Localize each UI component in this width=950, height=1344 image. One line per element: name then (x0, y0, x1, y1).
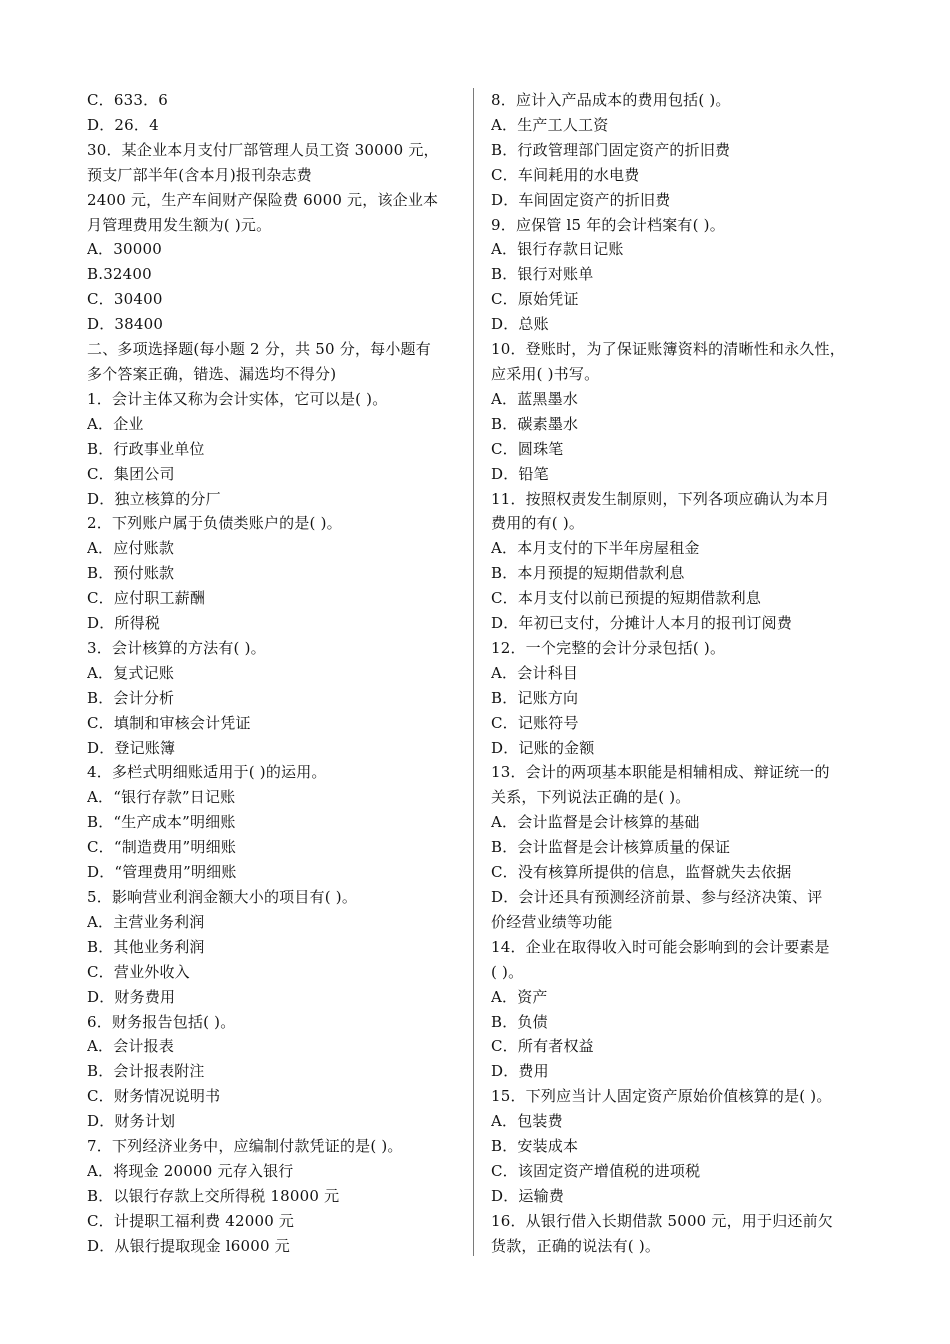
text-line: D．26．4 (87, 115, 159, 134)
right-text-column (491, 88, 875, 1259)
text-line: B.32400 (87, 265, 152, 284)
text-line: C．“制造费用”明细账 (87, 838, 237, 857)
text-line: D．车间固定资产的折旧费 (491, 190, 671, 209)
text-line: D．年初已支付，分摊计人本月的报刊订阅费 (491, 614, 793, 633)
text-line: 5．影响营业利润金额大小的项目有( )。 (87, 888, 358, 906)
text-line: D．费用 (491, 1062, 549, 1081)
text-line: D．铅笔 (491, 464, 549, 483)
text-line: C．记账符号 (491, 713, 579, 732)
text-line: C．633．6 (87, 91, 169, 109)
text-line: 15．下列应当计人固定资产原始价值核算的是( )。 (491, 1087, 832, 1106)
text-line: 多个答案正确，错选、漏选均不得分) (87, 364, 337, 383)
text-line: D．财务计划 (87, 1112, 176, 1131)
text-line: 预支厂部半年(含本月)报刊杂志费 (87, 165, 312, 184)
text-line: 2．下列账户属于负债类账户的是( )。 (87, 514, 342, 533)
text-line: A．会计报表 (87, 1037, 175, 1056)
text-line: C．30400 (87, 290, 163, 309)
text-line: D．运输费 (491, 1186, 565, 1205)
text-line: A．应付账款 (87, 539, 175, 558)
text-line: 16．从银行借入长期借款 5000 元，用于归还前欠 (491, 1211, 833, 1230)
text-line: A．30000 (87, 240, 162, 259)
text-line: C．计提职工福利费 42000 元 (87, 1211, 295, 1230)
text-line: A．会计监督是会计核算的基础 (491, 813, 700, 832)
text-line: A．复式记账 (87, 663, 175, 682)
text-line: D．38400 (87, 315, 164, 334)
text-line: 应采用( )书写。 (491, 364, 600, 383)
text-line: D．独立核算的分厂 (87, 489, 221, 508)
text-line: A．本月支付的下半年房屋租金 (491, 539, 700, 558)
text-line: 4．多栏式明细账适用于( )的运用。 (87, 763, 327, 782)
text-line: A．将现金 20000 元存入银行 (87, 1161, 294, 1180)
text-line: C．车间耗用的水电费 (491, 165, 640, 184)
text-line: 11．按照权责发生制原则，下列各项应确认为本月 (491, 489, 830, 508)
text-line: C．圆珠笔 (491, 439, 564, 458)
text-line: C．填制和审核会计凭证 (87, 713, 251, 732)
text-line: C．集团公司 (87, 464, 175, 483)
text-line: A．包装费 (491, 1112, 563, 1131)
text-line: D．登记账簿 (87, 738, 176, 757)
text-line: B．以银行存款上交所得税 18000 元 (87, 1186, 340, 1205)
text-line: 7．下列经济业务中，应编制付款凭证的是( )。 (87, 1137, 403, 1156)
text-line: B．“生产成本”明细账 (87, 813, 236, 832)
text-line: B．银行对账单 (491, 265, 594, 284)
text-line: 1．会计主体又称为会计实体，它可以是( )。 (87, 389, 388, 408)
text-line: 13．会计的两项基本职能是相辅相成、辩证统一的 (491, 763, 830, 782)
text-line: A．“银行存款”日记账 (87, 788, 236, 807)
left-text-column (87, 88, 459, 1259)
text-line: B．预付账款 (87, 564, 175, 583)
text-line: B．碳素墨水 (491, 414, 579, 433)
text-line: B．会计报表附注 (87, 1062, 205, 1081)
text-line: D．总账 (491, 315, 549, 334)
text-line: C．本月支付以前已预提的短期借款利息 (491, 589, 762, 608)
text-line: 12．一个完整的会计分录包括( )。 (491, 638, 726, 657)
text-line: 14．企业在取得收入时可能会影响到的会计要素是 (491, 937, 830, 956)
text-line: B．其他业务利润 (87, 937, 205, 956)
text-line: C．财务情况说明书 (87, 1087, 221, 1106)
text-line: 月管理费用发生额为( )元。 (87, 215, 272, 234)
text-line: D．财务费用 (87, 987, 176, 1006)
text-line: A．生产工人工资 (491, 115, 609, 134)
text-line: 2400 元，生产车间财产保险费 6000 元，该企业本 (87, 190, 439, 209)
text-line: B．本月预提的短期借款利息 (491, 564, 685, 583)
text-line: B．行政管理部门固定资产的折旧费 (491, 140, 731, 159)
text-line: C．原始凭证 (491, 290, 579, 309)
text-line: 30．某企业本月支付厂部管理人员工资 30000 元， (87, 140, 439, 159)
text-line: A．资产 (491, 987, 548, 1006)
text-line: C．该固定资产增值税的进项税 (491, 1161, 701, 1180)
text-line: 8．应计入产品成本的费用包括( )。 (491, 91, 731, 109)
text-line: D．“管理费用”明细账 (87, 863, 237, 882)
text-line: 9．应保管 l5 年的会计档案有( )。 (491, 215, 725, 234)
text-line: 3．会计核算的方法有( )。 (87, 638, 266, 657)
text-line: A．蓝黑墨水 (491, 389, 579, 408)
text-line: D．从银行提取现金 l6000 元 (87, 1236, 290, 1255)
column-divider (473, 88, 474, 1256)
text-line: C．应付职工薪酬 (87, 589, 206, 608)
text-line: D．记账的金额 (491, 738, 595, 757)
text-line: 费用的有( )。 (491, 514, 585, 533)
text-line: A．主营业务利润 (87, 912, 205, 931)
text-line: 货款，正确的说法有( )。 (491, 1236, 661, 1255)
text-line: C．所有者权益 (491, 1037, 594, 1056)
text-line: A．会计科目 (491, 663, 579, 682)
text-line: 价经营业绩等功能 (491, 912, 613, 931)
text-line: 二、多项选择题(每小题 2 分，共 50 分，每小题有 (87, 340, 431, 359)
text-line: D．会计还具有预测经济前景、参与经济决策、评 (491, 888, 823, 906)
text-line: 关系，下列说法正确的是( )。 (491, 788, 691, 807)
text-line: B．负债 (491, 1012, 548, 1031)
text-line: 6．财务报告包括( )。 (87, 1012, 236, 1031)
text-line: A．银行存款日记账 (491, 240, 624, 259)
text-line: B．会计监督是会计核算质量的保证 (491, 838, 731, 857)
text-line: B．安装成本 (491, 1137, 579, 1156)
text-line: B．记账方向 (491, 688, 579, 707)
text-line: C．没有核算所提供的信息，监督就失去依据 (491, 863, 792, 882)
text-line: B．会计分析 (87, 688, 175, 707)
text-line: 10．登账时，为了保证账簿资料的清晰性和永久性， (491, 340, 845, 359)
text-line: A．企业 (87, 414, 144, 433)
text-line: ( )。 (491, 962, 524, 981)
text-line: C．营业外收入 (87, 962, 190, 981)
text-line: D．所得税 (87, 614, 161, 633)
text-line: B．行政事业单位 (87, 439, 205, 458)
